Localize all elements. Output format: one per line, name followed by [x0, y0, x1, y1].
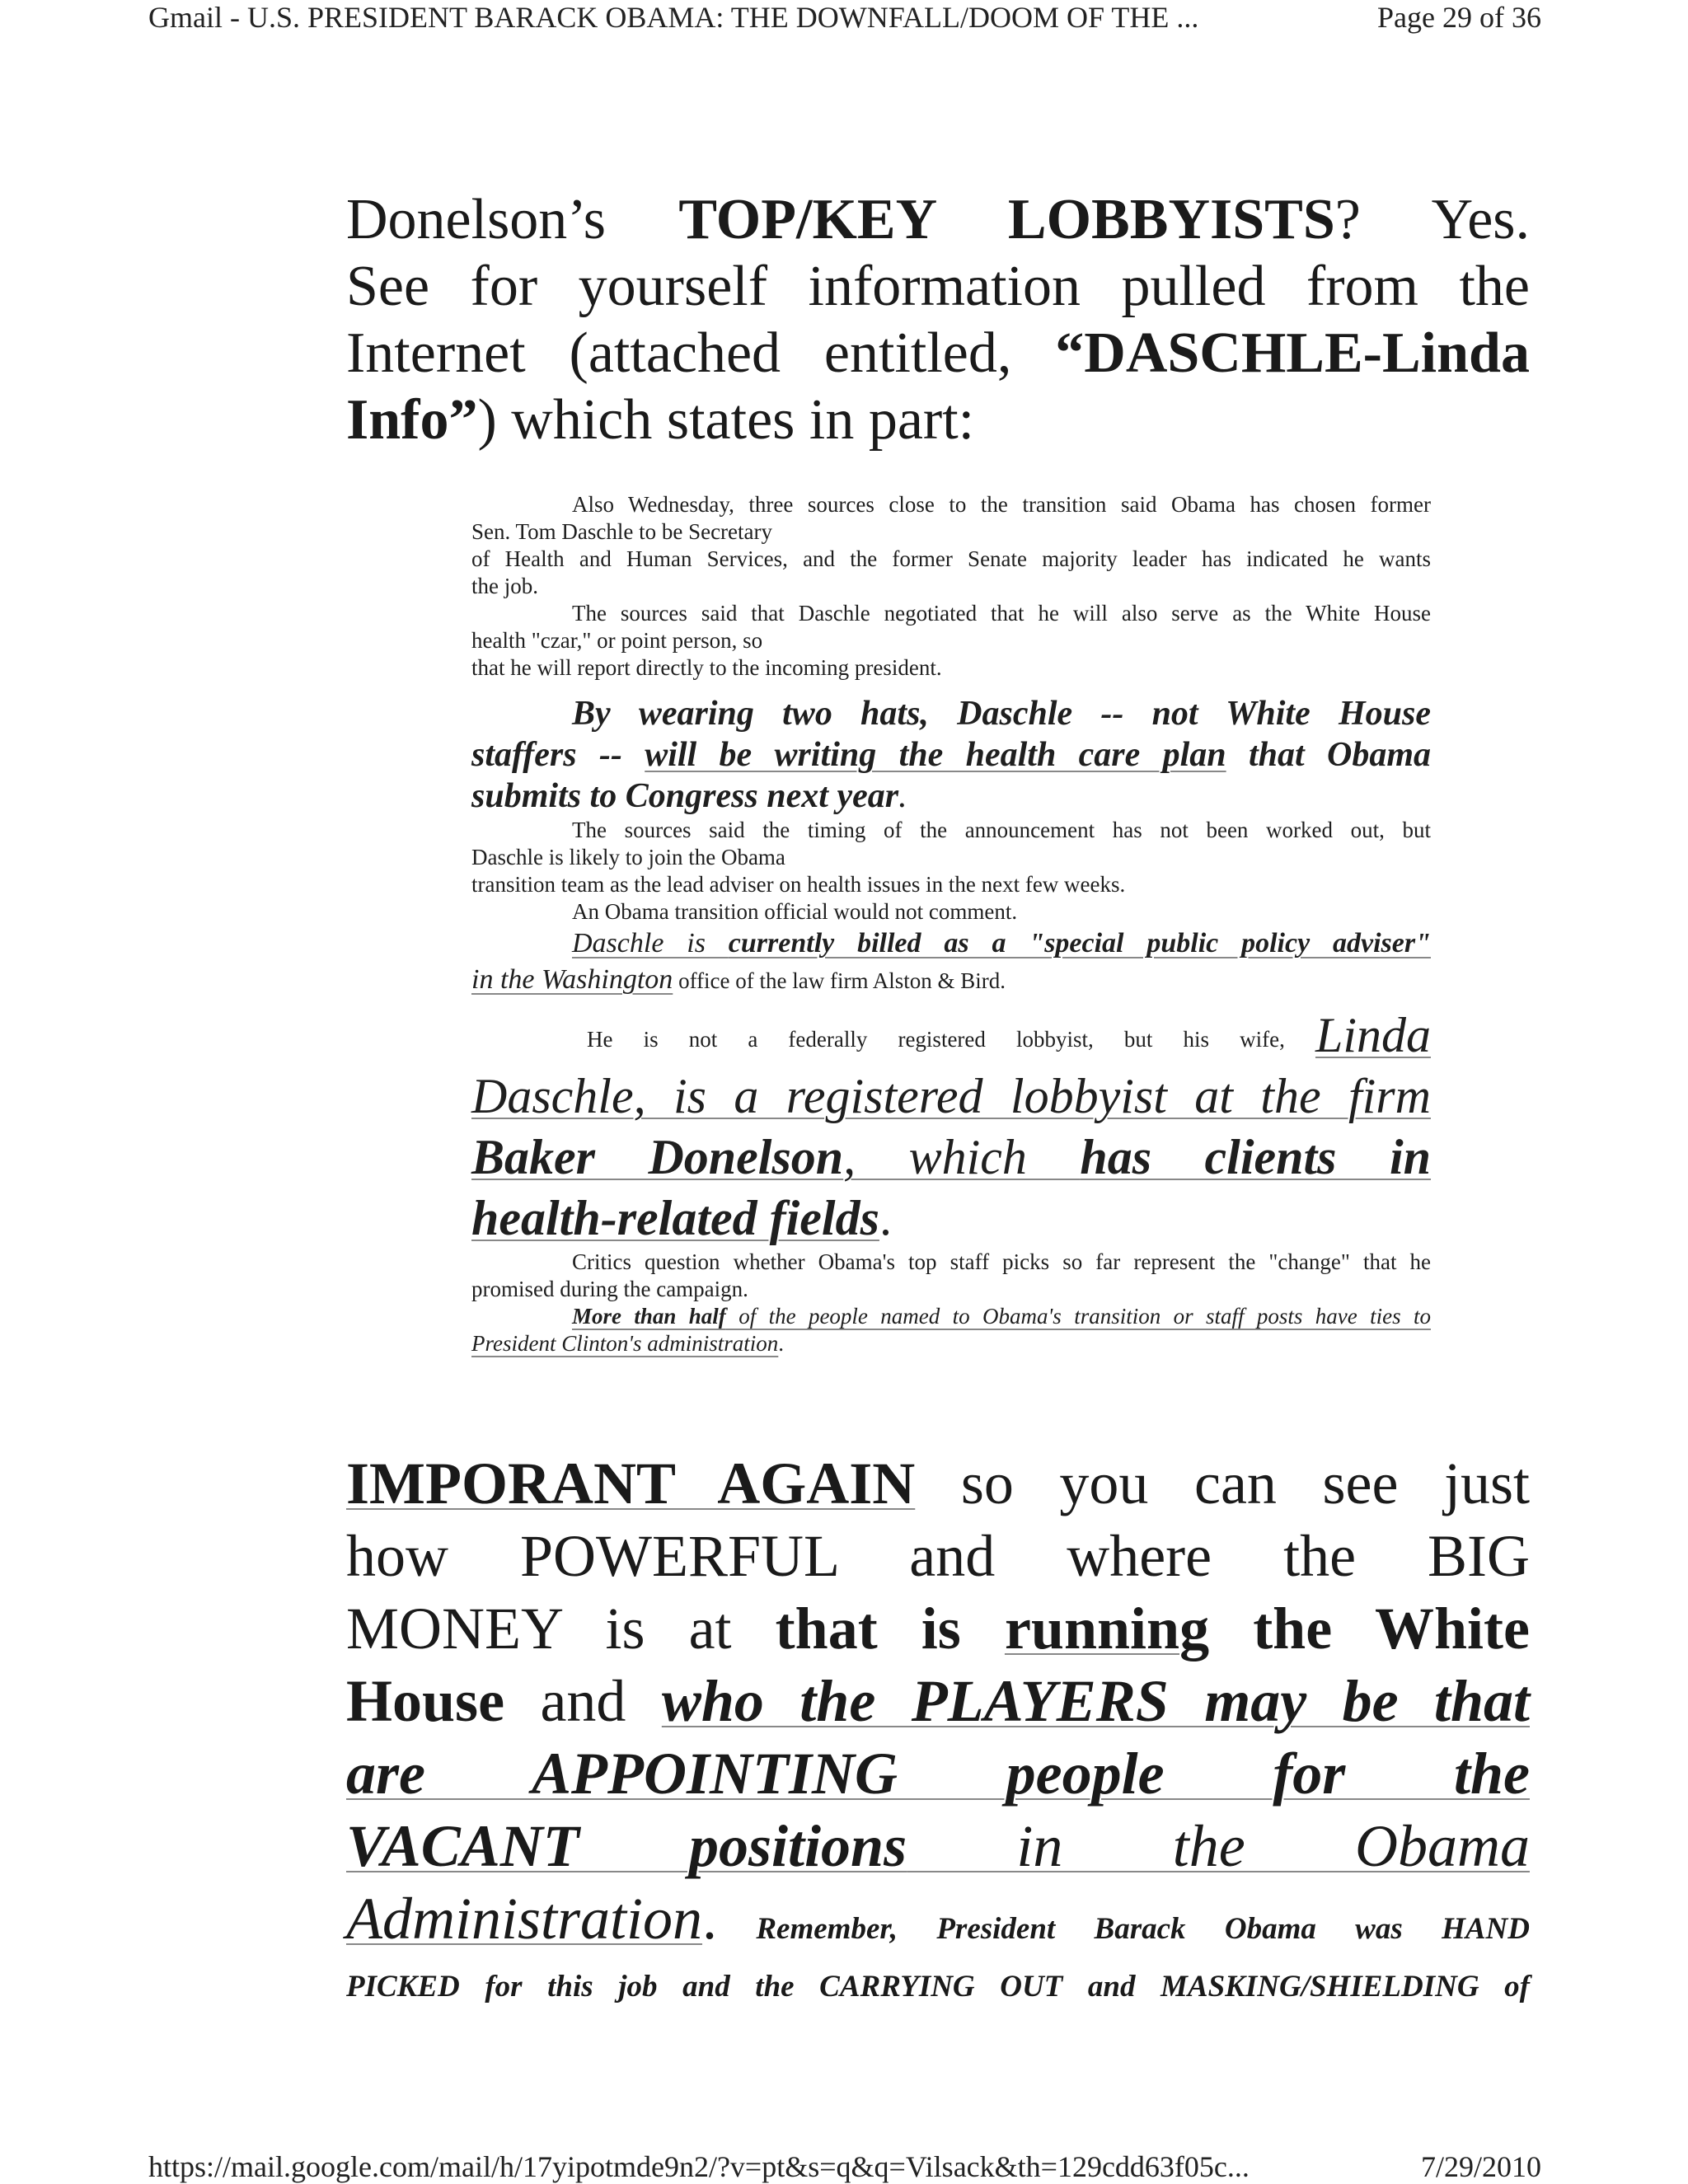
print-header	[148, 0, 1541, 35]
print-title: Gmail - U.S. PRESIDENT BARACK OBAMA: THE DOWNFALL/DOOM OF THE ...	[148, 1, 1199, 34]
quote-line: The sources said the timing of the announcement has not been worked out, but	[572, 818, 1431, 842]
important-line-5: are APPOINTING people for the	[346, 1741, 1530, 1807]
page-counter: Page 29 of 36	[1377, 1, 1541, 34]
intro-line-1: Donelson’s TOP/KEY LOBBYISTS? Yes.	[346, 188, 1530, 251]
quote-line: transition team as the lead adviser on health issues in the next few weeks.	[471, 872, 1126, 897]
source-url: https://mail.google.com/mail/h/17yipotmde9n2/?v=pt&s=q&q=Vilsack&th=129cdd63f05c...	[148, 2150, 1250, 2183]
important-line-8: PICKED for this job and the CARRYING OUT and MASKING/SHIELDING of	[346, 1970, 1530, 2004]
emphasis-line: Baker Donelson, which has clients in	[471, 1130, 1432, 1184]
important-paragraph	[346, 1447, 1530, 2008]
quote-line: of Health and Human Services, and the former Senate majority leader has indicated he wants	[471, 546, 1431, 571]
quote-line: Sen. Tom Daschle to be Secretary	[471, 519, 773, 544]
important-line-4: House and who the PLAYERS may be that	[346, 1668, 1530, 1734]
quote-line: in the Washington office of the law firm Alston & Bird.	[471, 964, 1006, 995]
quote-line: Daschle is likely to join the Obama	[471, 845, 785, 869]
intro-line-3: Internet (attached entitled, “DASCHLE-Linda	[346, 321, 1530, 385]
intro-line-4: Info”) which states in part:	[346, 388, 975, 452]
important-line-2: how POWERFUL and where the BIG	[346, 1523, 1530, 1589]
intro-paragraph	[346, 186, 1530, 453]
emphasis-line: Daschle is currently billed as a "special public policy adviser"	[572, 928, 1431, 958]
quote-line: Also Wednesday, three sources close to the transition said Obama has chosen former	[572, 492, 1431, 517]
quote-line: An Obama transition official would not comment.	[572, 899, 1018, 924]
quote-line: The sources said that Daschle negotiated that he will also serve as the White House	[572, 601, 1431, 626]
quote-line: President Clinton's administration.	[471, 1331, 785, 1356]
emphasis-line: Daschle, is a registered lobbyist at the firm	[471, 1069, 1431, 1123]
print-footer	[148, 2149, 1541, 2184]
quote-line: He is not a federally registered lobbyist, but his wife, Linda	[587, 1008, 1431, 1062]
emphasis-line: By wearing two hats, Daschle -- not White House	[572, 695, 1431, 733]
important-line-7: Administration. Remember, President Barack Obama was HAND	[346, 1886, 1530, 1952]
quote-line: More than half of the people named to Obama's transition or staff posts have ties to	[572, 1304, 1431, 1329]
emphasis-line: submits to Congress next year.	[471, 777, 907, 815]
quote-line: that he will report directly to the incoming president.	[471, 655, 942, 680]
quote-line: promised during the campaign.	[471, 1277, 748, 1301]
print-date: 7/29/2010	[1420, 2150, 1541, 2183]
quote-line: Critics question whether Obama's top staff picks so far represent the "change" that he	[572, 1249, 1431, 1274]
quote-line: the job.	[471, 574, 538, 598]
important-line-1: IMPORANT AGAIN so you can see just	[346, 1451, 1530, 1516]
quote-line: health "czar," or point person, so	[471, 628, 763, 653]
intro-line-2: See for yourself information pulled from the	[346, 255, 1530, 318]
important-line-6: VACANT positions in the Obama	[346, 1813, 1530, 1879]
emphasis-line: staffers -- will be writing the health care plan that Obama	[471, 736, 1431, 774]
important-line-3: MONEY is at that is running the White	[346, 1596, 1530, 1661]
emphasis-line: health-related fields.	[471, 1191, 892, 1245]
quoted-article	[471, 491, 1431, 1357]
